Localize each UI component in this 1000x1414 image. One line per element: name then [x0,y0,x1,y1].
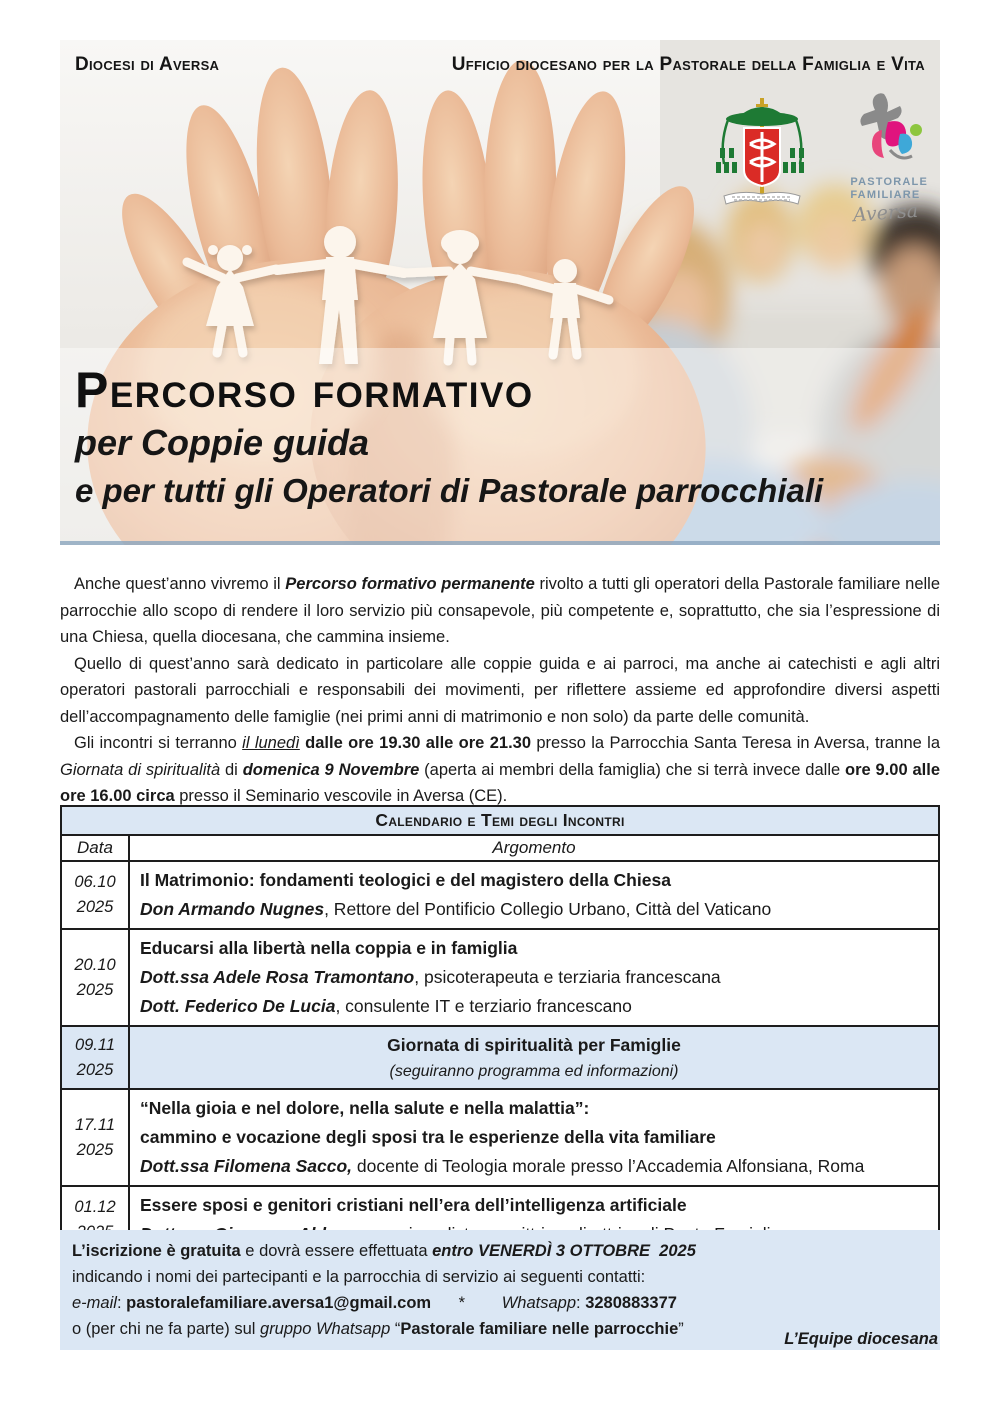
document-header [60,54,940,76]
hands-paper-family-photo [60,40,940,545]
calendar-table [60,805,940,1255]
intro-paragraph-2: Quello di quest’anno sarà dedicato in particolare alle coppie guida e ai parroci, ma anche ai catechisti e agli altri operatori pastorali parrocchiali e responsabili dei movimenti, per riflettere assieme ed approfondire diversi aspetti dell’accompagnamento delle famiglie (nei primi anni di matrimonio e non solo) da parte delle comunità. [60,654,940,726]
date-year: 2025 [76,1140,114,1159]
table-row [61,1089,939,1186]
intro-paragraph-1: Anche quest’anno vivremo il Percorso formativo permanente rivolto a tutti gli operatori della Pastorale familiare nelle parrocchie allo scopo di rendere il loro servizio più consapevole, più competente e, soprattutto, che sia l’espressione di una Chiesa, quella diocesana, che cammina insieme. [60,575,940,646]
date-year: 2025 [76,980,114,999]
signature: L’Equipe diocesana [784,1330,938,1348]
date-day-month: 01.12 [74,1198,116,1216]
topic-line: Don Armando Nugnes, Rettore del Pontificio Collegio Urbano, Città del Vaticano [140,899,772,919]
calendar-title-row [61,806,939,835]
header-office: Ufficio diocesano per la Pastorale della Famiglia e Vita [451,54,925,75]
pastorale-familiare-icon [844,92,928,176]
topic-cell [129,929,939,1026]
topic-cell [129,1026,939,1089]
calendar-column-header-row [61,835,939,861]
table-row [61,1026,939,1089]
calendar-section [60,805,940,1255]
column-header-data: Data [61,835,129,861]
date-year: 2025 [76,1060,114,1079]
date-day-month: 06.10 [74,873,116,891]
pastorale-logo-text: PASTORALE FAMILIARE [850,176,928,201]
footer-line: L’iscrizione è gratuita e dovrà essere effettuata entro VENERDÌ 3 OTTOBRE 2025 [72,1242,696,1260]
page-subtitle-1: per Coppie guida [75,422,370,463]
topic-line: Giornata di spiritualità per Famiglie [387,1035,681,1055]
date-day-month: 17.11 [74,1115,116,1134]
column-header-argomento: Argomento [129,835,939,861]
calendar-title: Calendario e Temi degli Incontri [61,806,939,835]
date-year: 2025 [76,898,114,916]
pastorale-logo-script: Aversa [852,199,920,227]
topic-line: cammino e vocazione degli sposi tra le esperienze della vita familiare [140,1127,716,1147]
bishop-coat-of-arms-logo [712,92,812,212]
date-cell [61,861,129,929]
date-day-month: 09.11 [74,1035,116,1054]
topic-line: Il Matrimonio: fondamenti teologici e del magistero della Chiesa [140,870,671,890]
topic-line: (seguiranno programma ed informazioni) [389,1063,679,1080]
date-cell [61,1026,129,1089]
intro-paragraph-3: Gli incontri si terranno il lunedì dalle ore 19.30 alle ore 21.30 presso la Parrocchia Santa Teresa in Aversa, tranne la Giornata di spiritualità di domenica 9 Novembre (aperta ai membri della famiglia) che si terrà invece dalle ore 9.00 alle ore 16.00 circa presso il Seminario vescovile in Aversa (CE). [60,734,941,805]
date-cell [61,929,129,1026]
topic-cell [129,1089,939,1186]
footer-line: indicando i nomi dei partecipanti e la parrocchia di servizio ai seguenti contatti: [72,1268,646,1286]
table-row [61,861,939,929]
title-overlay [60,348,940,545]
date-day-month: 20.10 [74,955,116,974]
date-cell [61,1089,129,1186]
topic-line: Essere sposi e genitori cristiani nell’era dell’intelligenza artificiale [140,1195,687,1215]
table-row [61,929,939,1026]
intro-section [60,571,940,810]
page-subtitle-2: e per tutti gli Operatori di Pastorale parrocchiali [75,472,824,509]
page-title: Percorso formativo [75,362,534,418]
topic-cell [129,861,939,929]
pastorale-familiare-logo [838,92,934,227]
topic-line: Dott.ssa Adele Rosa Tramontano, psicoterapeuta e terziaria francescana [140,967,721,987]
topic-line: “Nella gioia e nel dolore, nella salute e nella malattia”: [140,1098,590,1118]
logos-block [712,92,934,227]
footer-line: e-mail: pastoralefamiliare.aversa1@gmail.com * Whatsapp: 3280883377 [72,1294,677,1312]
footer-line: o (per chi ne fa parte) sul gruppo Whatsapp “Pastorale familiare nelle parrocchie” [72,1320,684,1338]
topic-line: Educarsi alla libertà nella coppia e in famiglia [140,938,518,958]
topic-line: Dott.ssa Filomena Sacco, docente di Teologia morale presso l’Accademia Alfonsiana, Roma [140,1156,865,1176]
header-diocese: Diocesi di Aversa [75,54,220,75]
calendar-table-body [61,861,939,1254]
topic-line: Dott. Federico De Lucia, consulente IT e terziario francescano [140,996,632,1016]
